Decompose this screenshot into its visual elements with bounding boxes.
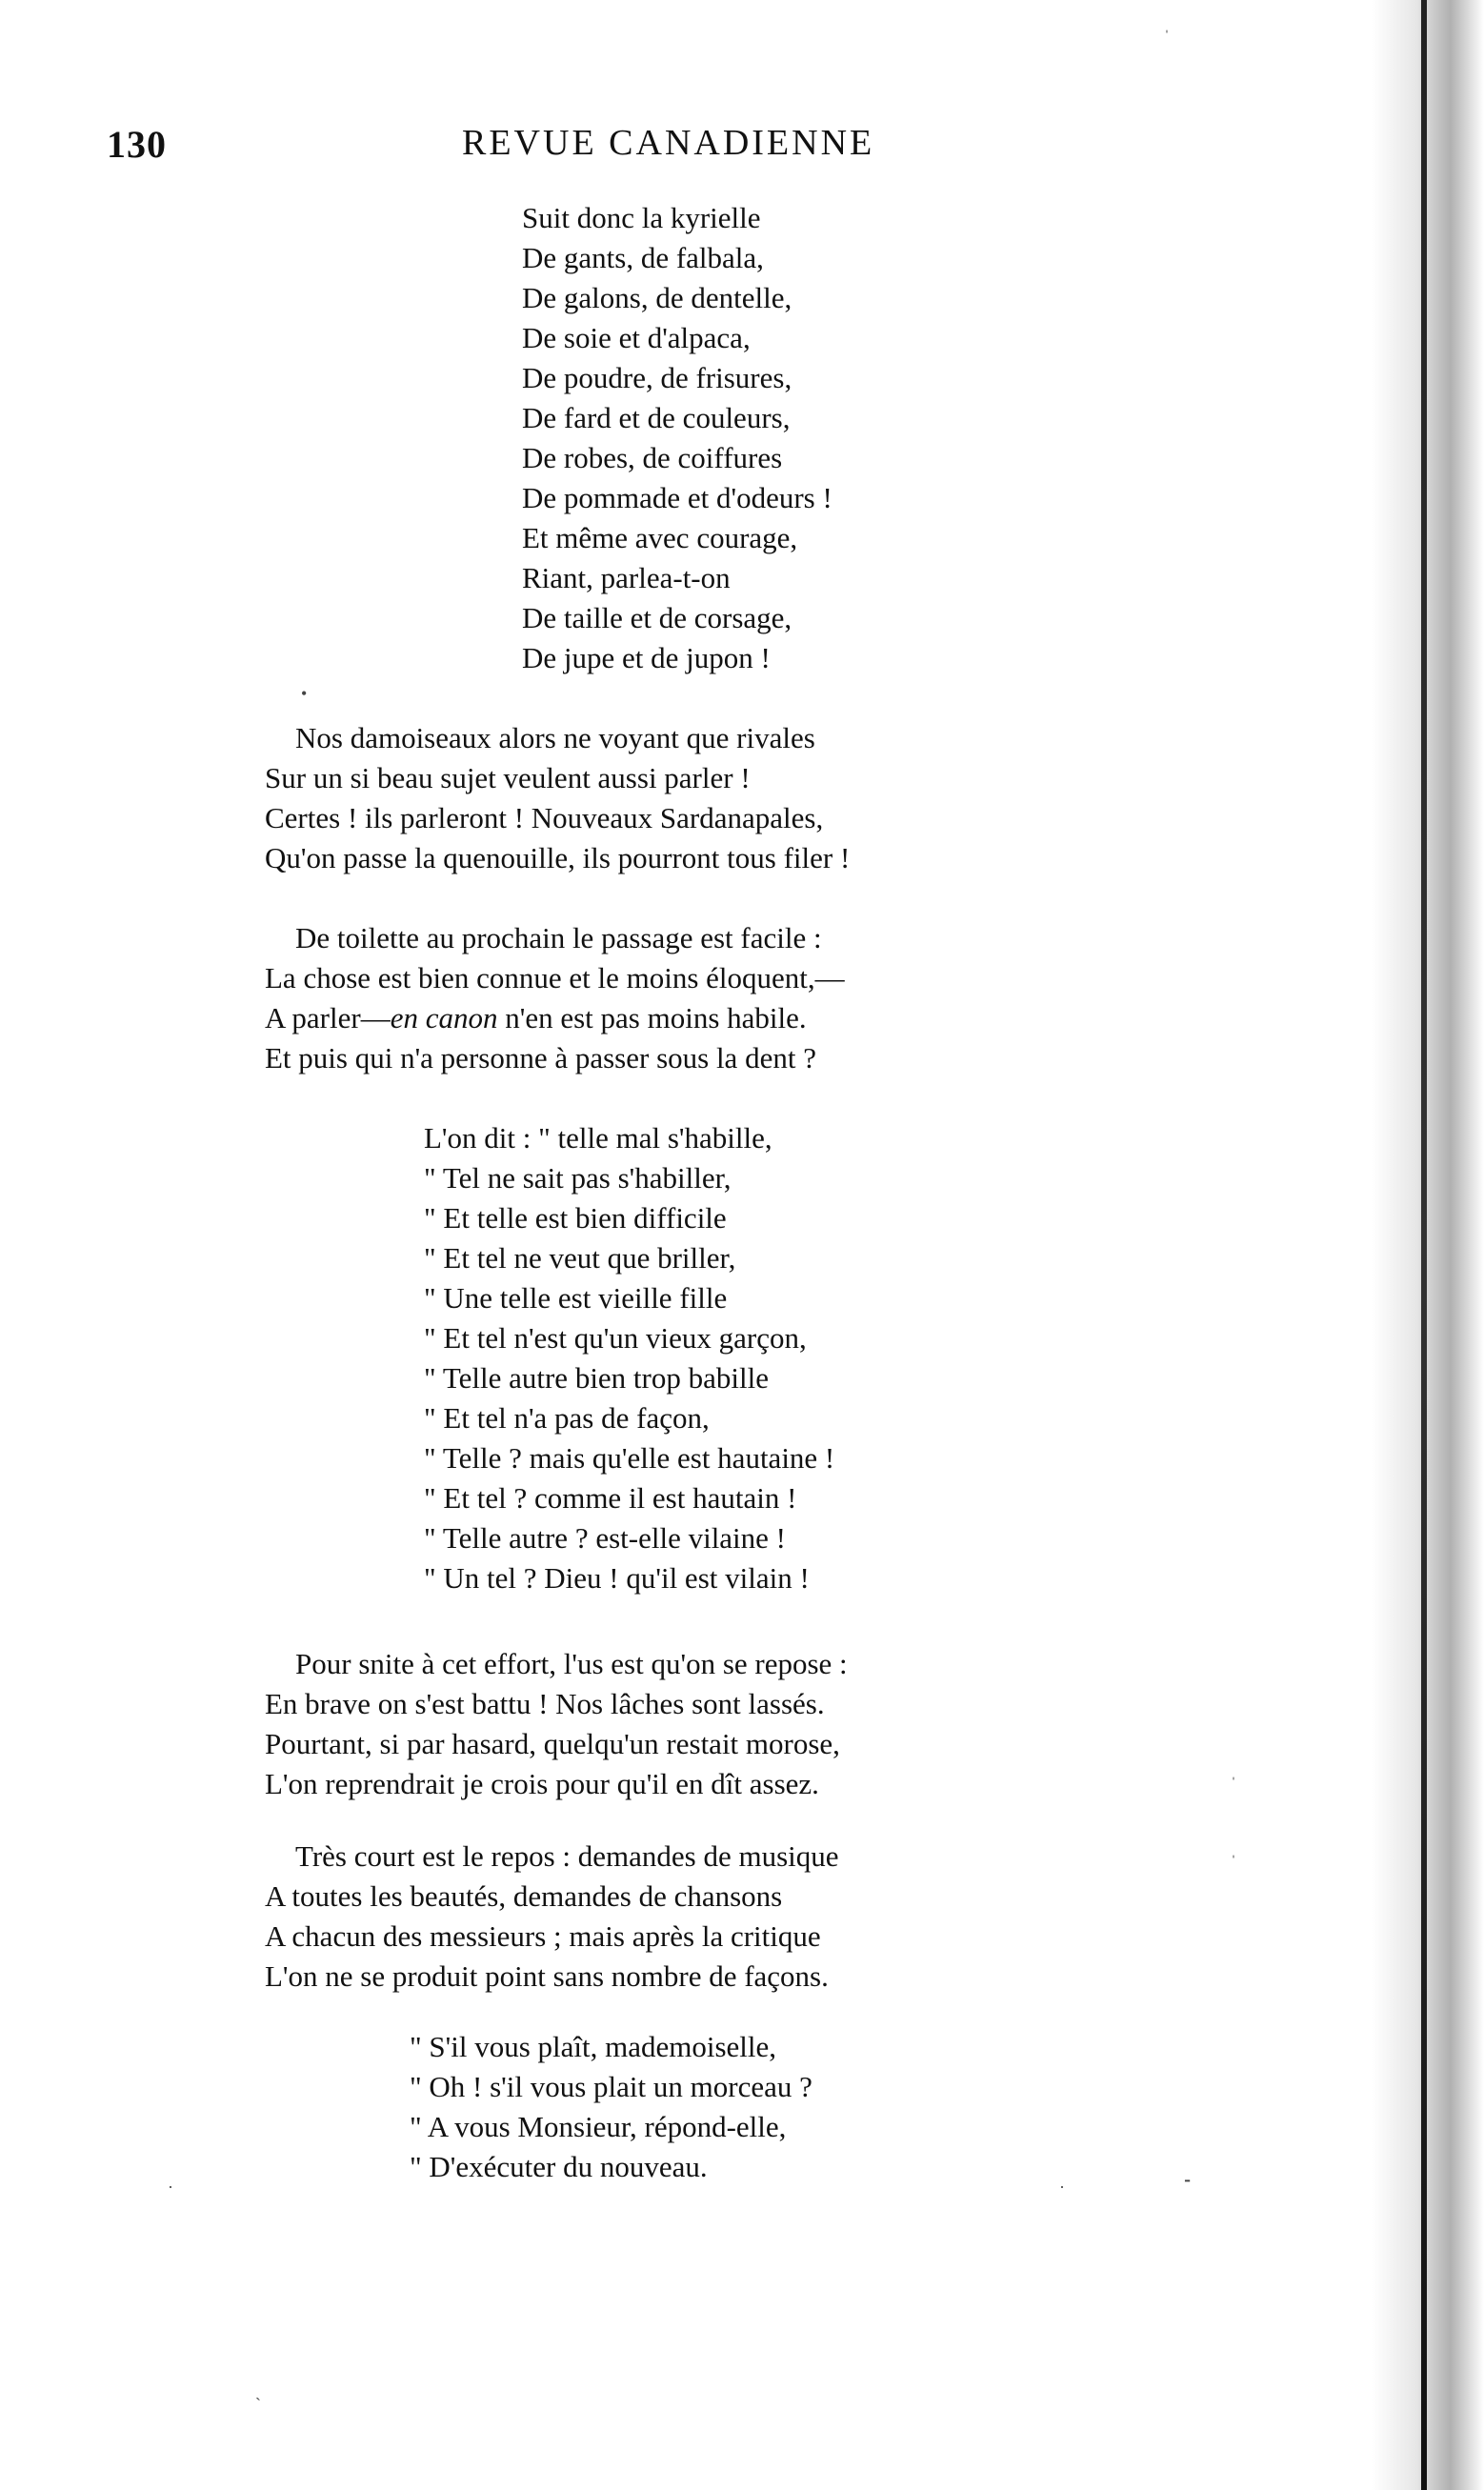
verse-line: De toilette au prochain le passage est facile : — [295, 921, 822, 954]
verse-line: Riant, parlea-t-on — [522, 561, 731, 594]
verse-line: De galons, de dentelle, — [522, 281, 792, 314]
verse-line: De robes, de coiffures — [522, 441, 783, 474]
scan-speck: ⁃ — [1183, 2172, 1192, 2191]
verse-line: " Et tel n'est qu'un vieux garçon, — [424, 1321, 807, 1355]
binding-gutter-shadow — [1372, 0, 1484, 2490]
verse-line: Très court est le repos : demandes de musique — [295, 1839, 839, 1873]
verse-line: Certes ! ils parleront ! Nouveaux Sardanapales, — [265, 801, 824, 834]
scan-speck: · — [1059, 2178, 1065, 2197]
verse-line: " Et tel ? comme il est hautain ! — [424, 1481, 797, 1515]
verse-line: Pour snite à cet effort, l'us est qu'on se repose : — [295, 1647, 848, 1680]
verse-line: De soie et d'alpaca, — [522, 321, 751, 354]
verse-line-with-italic — [265, 998, 807, 1038]
verse-line: " Un tel ? Dieu ! qu'il est vilain ! — [424, 1561, 810, 1595]
verse-line: Sur un si beau sujet veulent aussi parler ! — [265, 761, 751, 794]
binding-gutter-edge — [1421, 0, 1427, 2490]
verse-line: La chose est bien connue et le moins éloquent,— — [265, 961, 845, 994]
verse-line: L'on ne se produit point sans nombre de façons. — [265, 1959, 829, 1993]
verse-line: L'on reprendrait je crois pour qu'il en dît assez. — [265, 1767, 819, 1800]
verse-line: De pommade et d'odeurs ! — [522, 481, 832, 514]
verse-line: " Et tel ne veut que briller, — [424, 1241, 736, 1275]
scan-speck: ˈ — [1231, 1852, 1236, 1871]
verse-line: De jupe et de jupon ! — [522, 641, 771, 674]
verse-line: " A vous Monsieur, répond-elle, — [410, 2110, 787, 2143]
verse-text: A parler— — [265, 1001, 391, 1034]
verse-line: Qu'on passe la quenouille, ils pourront tous filer ! — [265, 841, 851, 874]
scan-speck: · — [168, 2178, 173, 2197]
verse-line: Suit donc la kyrielle — [522, 201, 761, 234]
verse-line: De taille et de corsage, — [522, 601, 792, 634]
scan-speck: • — [301, 684, 308, 703]
verse-line: En brave on s'est battu ! Nos lâches sont lassés. — [265, 1687, 825, 1720]
verse-line: " Telle ? mais qu'elle est hautaine ! — [424, 1441, 835, 1475]
verse-line: A toutes les beautés, demandes de chansons — [265, 1879, 783, 1913]
journal-title: REVUE CANADIENNE — [462, 123, 875, 163]
verse-line: A chacun des messieurs ; mais après la critique — [265, 1919, 821, 1953]
verse-line: Et puis qui n'a personne à passer sous la dent ? — [265, 1041, 816, 1074]
verse-line: " Oh ! s'il vous plait un morceau ? — [410, 2070, 812, 2103]
verse-line: De fard et de couleurs, — [522, 401, 791, 434]
verse-line: " Tel ne sait pas s'habiller, — [424, 1161, 732, 1195]
verse-line: " Telle autre bien trop babille — [424, 1361, 769, 1395]
scan-speck: ˈ — [1164, 27, 1170, 46]
verse-line: L'on dit : " telle mal s'habille, — [424, 1121, 772, 1155]
verse-line: " Une telle est vieille fille — [424, 1281, 728, 1315]
verse-line: Nos damoiseaux alors ne voyant que rivales — [295, 721, 815, 754]
verse-line: " Et telle est bien difficile — [424, 1201, 727, 1235]
verse-line: " Et tel n'a pas de façon, — [424, 1401, 710, 1435]
scan-speck: ˎ — [255, 2381, 261, 2400]
scan-speck: ˈ — [1231, 1774, 1236, 1793]
verse-line: " Telle autre ? est-elle vilaine ! — [424, 1521, 787, 1555]
running-header — [0, 122, 1484, 170]
verse-line: Et même avec courage, — [522, 521, 798, 554]
verse-line: Pourtant, si par hasard, quelqu'un restait morose, — [265, 1727, 840, 1760]
page-number: 130 — [107, 123, 167, 166]
verse-text: n'en est pas moins habile. — [497, 1001, 807, 1034]
verse-line: De gants, de falbala, — [522, 241, 764, 274]
verse-line: " S'il vous plaît, mademoiselle, — [410, 2030, 777, 2063]
verse-line: " D'exécuter du nouveau. — [410, 2150, 708, 2183]
verse-line: De poudre, de frisures, — [522, 361, 792, 394]
italic-phrase: en canon — [390, 1001, 498, 1034]
